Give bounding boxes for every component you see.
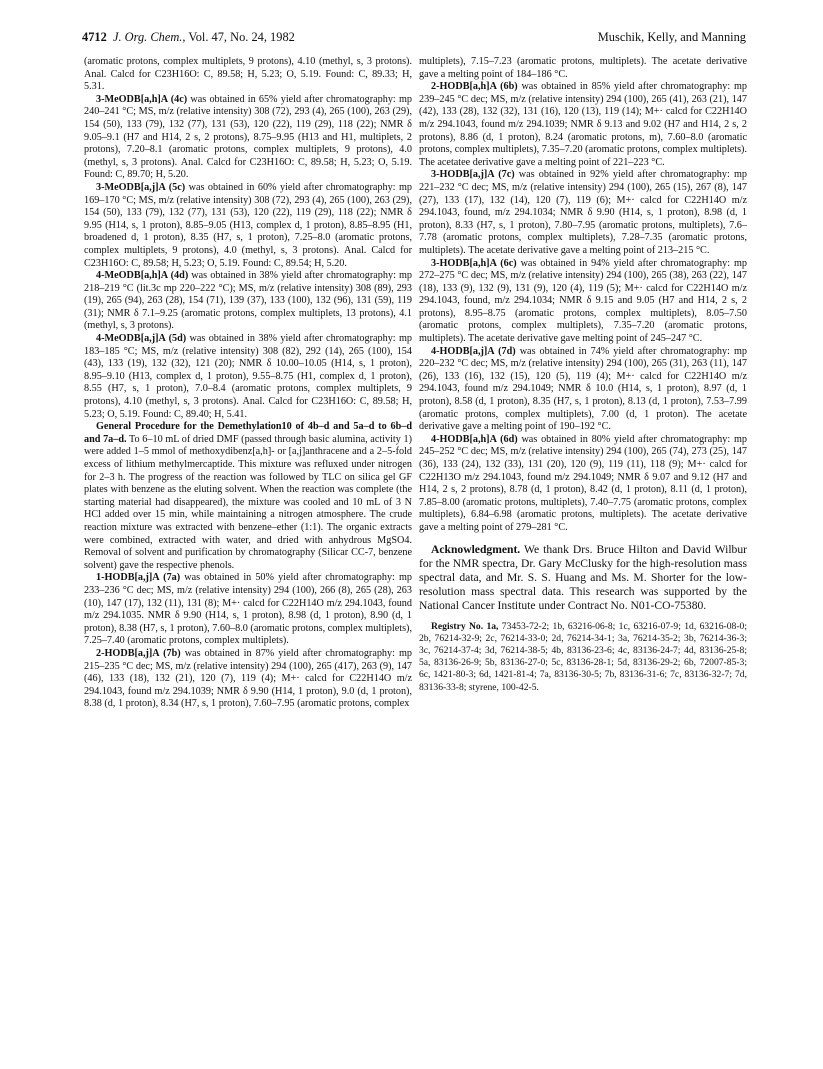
registry-heading: Registry No. 1a, <box>431 621 499 633</box>
compound-name: 4-HODB[a,j]A (7d) <box>431 345 516 357</box>
paragraph <box>84 572 412 648</box>
paragraph-text: To 6–10 mL of dried DMF (passed through basic alumina, activity 1) were added 1–5 mmol of methoxydibenz[a,h]- or [a,j]anthracene and a 2–5-fold excess of lithium methylmercaptide. This mixture was refluxed under nitrogen for 2–3 h. The progress of the reaction was followed by TLC on silica gel GF plates with benzene as the eluting solvent. When the reaction was complete (the starting material had disappeared), the mixture was cooled and 10 mL of 3 N HCl added over 15 min, while maintaining a nitrogen atmosphere. The crude reaction mixture was extracted with benzene–ether (1:1). The organic extracts were combined, extracted with water, and dried with anhydrous MgSO4. Removal of solvent and purification by chromatography (Silicar CC-7, benzene solvent) gave the respective phenols. <box>84 433 412 571</box>
paragraph <box>84 182 412 270</box>
journal-name: J. Org. Chem., <box>112 30 186 44</box>
running-head-authors: Muschik, Kelly, and Manning <box>597 30 746 44</box>
paragraph <box>84 333 412 421</box>
paragraph-text: (aromatic protons, complex multiplets, 9 protons), 4.10 (methyl, s, 3 protons). Anal. Calcd for C23H16O: C, 89.58; H, 5.23; O, 5.19. Found: C, 89.33; H, 5.31. <box>84 56 412 93</box>
acknowledgment <box>419 543 747 613</box>
page-header <box>82 29 746 45</box>
compound-name: 4-HODB[a,h]A (6d) <box>431 433 518 445</box>
registry-text: 73453-72-2; 1b, 63216-06-8; 1c, 63216-07-9; 1d, 63216-08-0; 2b, 76214-32-9; 2c, 76214-33-0; 2d, 76214-34-1; 3a, 76214-35-2; 3b, 76214-36-3; 3c, 76214-37-4; 3d, 76214-38-5; 4b, 83136-23-6; 4c, 83136-24-7; 4d, 83136-25-8; 5a, 83136-26-9; 5b, 83136-27-0; 5c, 83136-28-1; 5d, 83136-29-2; 6b, 72007-85-3; 6c, 1421-80-3; 6d, 1421-81-4; 7a, 83136-30-5; 7b, 83136-31-6; 7c, 83136-32-7; 7d, 83136-33-8; styrene, 100-42-5. <box>419 621 747 693</box>
paragraph <box>84 648 412 711</box>
paragraph <box>419 346 747 434</box>
paragraph <box>419 169 747 257</box>
procedure-heading: General Procedure for the Demethylation10 of 4b–d and 5a–d to 6b–d and 7a–d. <box>84 421 412 445</box>
running-head-left <box>82 29 295 45</box>
paragraph-text: was obtained in 60% yield after chromatography: mp 169–170 °C; MS, m/z (relative intensity) 308 (72), 293 (4), 265 (100), 263 (29), 154 (50), 133 (79), 132 (77), 131 (53), 120 (22), 119 (29), 118 (22); NMR δ 9.95 (H14, s, 1 proton), 8.85–9.05 (H13, complex d, 1 proton), 8.85–8.95 (H1, broadened d, 1 proton), 8.35 (H7, s, 1 proton), 7.25–8.0 (aromatic protons, complex multiplets, 9 protons), 4.0 (methyl, s, 3 protons). Anal. Calcd for C23H16O: C, 89.58; H, 5.23; O, 5.19. Found: C, 89.54; H, 5.20. <box>84 181 412 269</box>
paragraph <box>84 270 412 333</box>
paragraph-text: was obtained in 80% yield after chromatography: mp 245–252 °C dec; MS, m/z (relative intensity) 294 (100), 265 (74), 273 (25), 147 (36), 133 (24), 132 (33), 131 (20), 120 (9), 119 (11), 118 (9); M+· calcd for C22H13O m/z 294.1043, found m/z 294.1049; NMR δ 9.07 and 9.12 (H7 and H14, 2 s, 2 protons), 8.78 (d, 1 proton), 8.42 (d, 1 proton), 8.11 (d, 1 proton), 7.85–8.00 (aromatic protons, multiplets), 7.40–7.75 (aromatic protons, complex multiplets), 6.84–6.98 (aromatic protons, multiplets). The acetate derivative gave a melting point of 279–281 °C. <box>419 433 747 533</box>
acknowledgment-heading: Acknowledgment. <box>431 542 521 556</box>
compound-name: 2-HODB[a,h]A (6b) <box>431 81 518 93</box>
paragraph <box>419 81 747 169</box>
compound-name: 3-HODB[a,j]A (7c) <box>431 169 515 181</box>
paragraph-text: was obtained in 92% yield after chromatography: mp 221–232 °C dec; MS, m/z (relative intensity) 294 (100), 265 (15), 267 (8), 147 (27), 133 (17), 132 (14), 120 (7), 119 (6); M+· calcd for C22H14O m/z 294.1043, found, m/z 294.1034; NMR δ 9.90 (H14, s, 1 proton), 8.98 (d, 1 proton), 8.33 (H7, s, 1 proton), 7.80–7.95 (aromatic protons, multiplets), 7.6–7.78 (aromatic protons, complex multiplets), 7.28–7.35 (aromatic protons, multiplets). The acetate derivative gave a melting point of 213–215 °C. <box>419 169 747 256</box>
compound-name: 3-MeODB[a,h]A (4c) <box>96 93 188 105</box>
compound-name: 3-MeODB[a,j]A (5c) <box>96 181 186 193</box>
paragraph-text: was obtained in 50% yield after chromatography: mp 233–236 °C dec; MS, m/z (relative intensity) 294 (100), 266 (8), 265 (28), 263 (10), 147 (17), 132 (11), 131 (8); M+· calcd for C22H14O m/z 294.1043, found m/z 294.1035. NMR δ 9.90 (H14, s, 1 proton), 8.98 (d, 1 proton), 8.90 (d, 1 proton), 8.38 (H7, s, 1 proton), 7.60–8.0 (aromatic protons, complex multiplets), 7.25–7.40 (aromatic protons, complex multiplets). <box>84 572 412 647</box>
acknowledgment-text: We thank Drs. Bruce Hilton and David Wilbur for the NMR spectra, Dr. Gary McClusky for the high-resolution mass spectral data, and Mr. S. S. Huang and Ms. M. Shorter for the low-resolution mass spectral data. This research was supported by the National Cancer Institute under Contract No. N01-CO-75380. <box>419 542 747 612</box>
paragraph <box>419 56 747 81</box>
paragraph-text: was obtained in 38% yield after chromatography: mp 183–185 °C; MS, m/z (relative intensity) 308 (82), 292 (14), 265 (100), 154 (43), 133 (19), 132 (32), 121 (20); NMR δ 10.00–10.05 (H14, s, 1 proton), 8.95–9.10 (H13, complex d, 1 proton), 9.55–8.75 (H1, complex d, 1 proton), 8.55 (H7, s, 1 proton), 7.0–8.4 (aromatic protons, complex multiplets, 9 protons), 4.10 (methyl, s, 3 protons). Anal. Calcd for C23H16O: C, 89.58; H, 5.23; O, 5.19. Found: C, 89.40; H, 5.41. <box>84 333 412 420</box>
paragraph-text: multiplets), 7.15–7.23 (aromatic protons, multiplets). The acetate derivative gave a melting point of 184–186 °C. <box>419 56 747 80</box>
paragraph <box>419 258 747 346</box>
volume-info: Vol. 47, No. 24, 1982 <box>188 30 295 44</box>
paragraph <box>419 434 747 535</box>
paragraph-text: was obtained in 85% yield after chromatography: mp 239–245 °C dec; MS, m/z (relative intensity) 294 (100), 265 (41), 263 (21), 147 (42), 133 (28), 132 (32), 131 (16), 120 (13), 119 (14); M+· calcd for C22H14O m/z 294.1043, found m/z 294.1039; NMR δ 9.13 and 9.02 (H7 and H14, 2 s, 2 protons), 8.86 (d, 1 proton), 8.24 (aromatic protons, m), 7.60–8.0 (aromatic protons, complex multiplets), 7.35–7.20 (aromatic protons, complex multiplets). The acetatee derivative gave a melting point of 221–223 °C. <box>419 81 747 168</box>
page-number: 4712 <box>82 30 107 44</box>
section-gap <box>419 613 747 621</box>
paragraph <box>84 94 412 182</box>
paragraph-text: was obtained in 38% yield after chromatography: mp 218–219 °C (lit.3c mp 220–222 °C); MS, m/z (relative intensity) 308 (89), 293 (19), 265 (94), 263 (28), 154 (71), 139 (37), 133 (100), 132 (96), 131 (59), 119 (31); NMR δ 7.1–9.25 (aromatic protons, complex multiplets, 13 protons), 4.1 (methyl, s, 3 protons). <box>84 270 412 332</box>
paragraph-text: was obtained in 94% yield after chromatography: mp 272–275 °C dec; MS, m/z (relative intensity) 294 (100), 265 (38), 263 (22), 147 (18), 133 (9), 132 (9), 131 (9), 120 (4), 119 (5); M+· calcd for C22H14O m/z 294.1043, found, m/z 294.1034; NMR δ 9.15 and 9.05 (H7 and H14, 2 s, 2 protons), 8.95–8.75 (aromatic protons, complex multiplets), 8.05–7.50 (aromatic protons, complex multiplets), 7.35–7.20 (aromatic protons, multiplets). The acetate derivative gave melting point of 245–247 °C. <box>419 257 747 345</box>
paragraph-text: was obtained in 65% yield after chromatography: mp 240–241 °C; MS, m/z (relative intensity) 308 (72), 293 (4), 265 (100), 263 (29), 154 (50), 133 (79), 132 (77), 131 (53), 120 (22), 119 (29), 118 (22); NMR δ 9.05–9.1 (H7 and H14, 2 s, 2 protons), 8.75–9.95 (H13 and H1, multiplets, 2 protons), 7.20–8.1 (aromatic protons, complex multiplets, 9 protons), 4.0 (methyl, s, 3 protons). Anal. Calcd for C23H16O: C, 89.58; H, 5.23; O, 5.19. Found: C, 89.70; H, 5.20. <box>84 93 412 181</box>
compound-name: 2-HODB[a,j]A (7b) <box>96 647 181 659</box>
compound-name: 4-MeODB[a,h]A (4d) <box>96 270 189 282</box>
paragraph-text: was obtained in 74% yield after chromatography: mp 220–232 °C dec; MS, m/z (relative intensity) 294 (100), 265 (31), 263 (11), 147 (26), 133 (16), 132 (15), 120 (5), 119 (4); M+· calcd for C22H14O m/z 294.1043, found m/z 294.1049; NMR δ 10.0 (H14, s, 1 proton), 8.97 (d, 1 proton), 8.58 (d, 1 proton), 8.35 (H7, s, 1 proton), 8.13 (d, 1 proton), 7.53–7.99 (aromatic protons, complex multiplets), 7.00 (d, 1 proton). The acetate derivative gave a melting point of 190–192 °C. <box>419 345 747 433</box>
left-column <box>84 56 412 711</box>
compound-name: 1-HODB[a,j]A (7a) <box>96 572 181 584</box>
paragraph <box>84 56 412 94</box>
compound-name: 4-MeODB[a,j]A (5d) <box>96 333 187 345</box>
right-column <box>419 56 747 694</box>
paragraph-text: was obtained in 87% yield after chromatography: mp 215–235 °C dec; MS, m/z (relative intensity) 294 (100), 265 (417), 263 (9), 147 (46), 133 (18), 132 (21), 120 (7), 119 (4); M+· calcd for C22H14O m/z 294.1043, found m/z 294.1039; NMR δ 9.90 (H14, 1 proton), 9.0 (d, 1 proton), 8.38 (d, 1 proton), 8.34 (H7, s, 1 proton), 7.60–7.95 (aromatic protons, complex <box>84 647 412 710</box>
general-procedure-paragraph <box>84 421 412 572</box>
section-gap <box>419 535 747 543</box>
compound-name: 3-HODB[a,h]A (6c) <box>431 257 517 269</box>
registry-numbers <box>419 621 747 694</box>
